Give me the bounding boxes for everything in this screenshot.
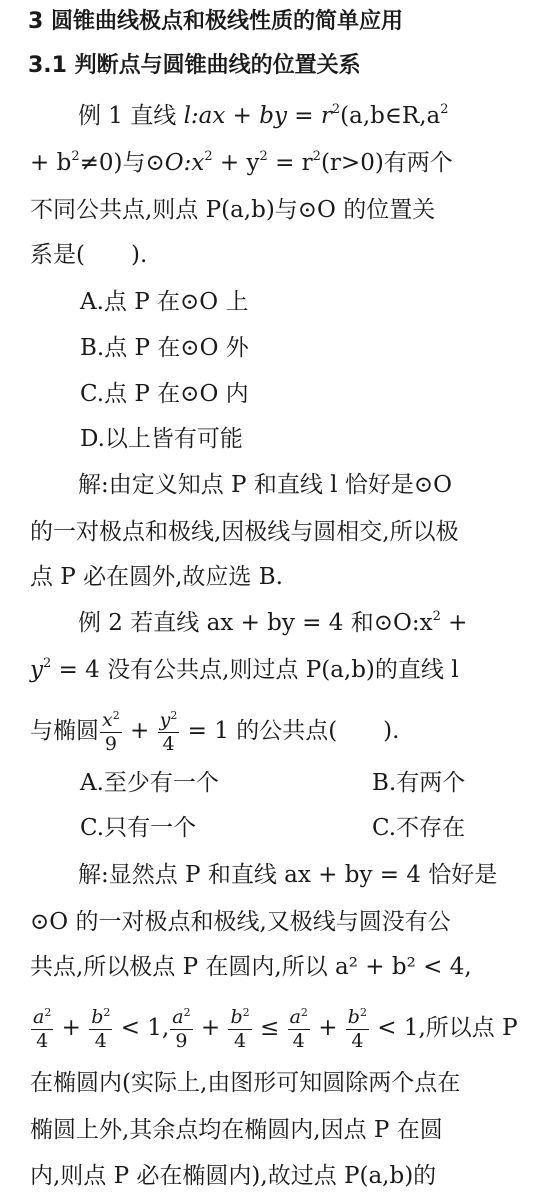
example2-solution-line3: 共点,所以极点 P 在圆内,所以 a² + b² < 4, (30, 954, 472, 980)
example2-label: 例 2 (78, 610, 123, 636)
example1-solution-line3: 点 P 必在圆外,故应选 B. (30, 564, 283, 590)
example2-solution-line1: 解:显然点 P 和直线 ax + by = 4 恰好是 (78, 862, 498, 888)
fraction-b2-over-4-second: $\frac{b^2}{4}$ (230, 1005, 250, 1052)
section-heading: 3 圆锥曲线极点和极线性质的简单应用 (28, 9, 403, 34)
example1-line4: 系是( ). (30, 242, 148, 268)
subsection-heading: 3.1 判断点与圆锥曲线的位置关系 (28, 53, 361, 78)
example1-line1: 例 1 直线 l:ax + by = $r^2(a,b\in R,a^2$ (78, 102, 449, 129)
fraction-b2-over-4: $\frac{b^2}{4}$ (91, 1005, 111, 1052)
example1-line2: + $b^2\ne 0$)与$⊙O:x^2 + y^2 = r^2(r>0)$有两个 (30, 149, 453, 176)
example2-inequality-line: $\frac{a^2}{4}$ + $\frac{b^2}{4}$ < 1, $\frac{a^2}{9}$ + $\frac{b^2}{4}$ ≤ $\frac{a^2}{4}$ + $\frac{b^2}{4}$ < 1,所以点 P (33, 1005, 518, 1052)
example2-tail-line1: 在椭圆内(实际上,由图形可知圆除两个点在 (30, 1070, 461, 1096)
example2-line3: 与椭圆 $\frac{x^2}{9}$ + $\frac{y^2}{4}$ = 1 的公共点( ). (30, 708, 400, 755)
example1-option-c: C.点 P 在⊙O 内 (80, 381, 249, 407)
example2-tail-line3: 内,则点 P 必在椭圆内),故过点 P(a,b)的 (30, 1163, 437, 1189)
example1-line3: 不同公共点,则点 P(a,b)与⊙O 的位置关 (30, 197, 436, 223)
fraction-a2-over-4-second: $\frac{a^2}{4}$ (289, 1005, 308, 1052)
example2-tail-line2: 椭圆上外,其余点均在椭圆内,因点 P 在圆 (30, 1117, 443, 1143)
example1-solution-line2: 的一对极点和极线,因极线与圆相交,所以极 (30, 519, 459, 545)
example2-options-row2 (80, 808, 531, 848)
example1-option-a: A.点 P 在⊙O 上 (80, 289, 249, 315)
example2-option-c: C.只有一个 (80, 815, 197, 841)
fraction-a2-over-4: $\frac{a^2}{4}$ (33, 1005, 52, 1052)
fraction-x2-over-9: $\frac{x^2}{9}$ (102, 708, 120, 755)
fraction-a2-over-9: $\frac{a^2}{9}$ (172, 1005, 191, 1052)
example2-option-a: A.至少有一个 (80, 770, 219, 796)
example1-solution-line1: 解:由定义知点 P 和直线 l 恰好是⊙O (78, 472, 452, 498)
example1-label: 例 1 (78, 103, 123, 129)
fraction-b2-over-4-third: $\frac{b^2}{4}$ (347, 1005, 367, 1052)
example1-option-b: B.点 P 在⊙O 外 (80, 335, 249, 361)
example2-solution-line2: ⊙O 的一对极点和极线,又极线与圆没有公 (30, 909, 451, 935)
example2-line2: $y^2 = 4$ 没有公共点,则过点 P(a,b)的直线 l (30, 656, 459, 683)
example2-options-row1 (80, 763, 531, 803)
example2-line1: 例 2 若直线 ax + by = 4 和$⊙O:x^2$ + (78, 609, 468, 636)
example2-option-d: C.不存在 (372, 815, 466, 841)
example2-option-b: B.有两个 (372, 770, 466, 796)
example1-option-d: D.以上皆有可能 (80, 426, 243, 452)
fraction-y2-over-4: $\frac{y^2}{4}$ (159, 708, 178, 755)
